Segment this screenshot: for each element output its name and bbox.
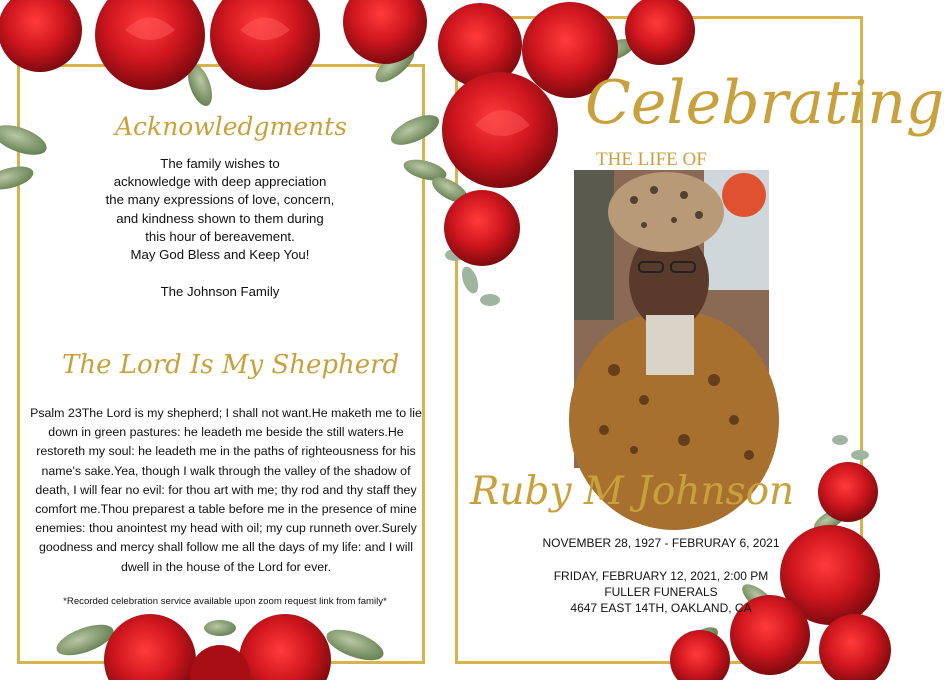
- the-life-of-label: THE LIFE OF: [596, 149, 707, 170]
- acknowledgments-text: [90, 155, 350, 264]
- ack-line-4: and kindness shown to them during: [116, 210, 324, 226]
- service-time: FRIDAY, FEBRUARY 12, 2021, 2:00 PM: [553, 569, 769, 583]
- venue-address: 4647 EAST 14TH, OAKLAND, CA: [570, 601, 752, 615]
- ack-line-1: The family wishes to: [160, 156, 280, 171]
- ack-line-3: the many expressions of love, concern,: [105, 192, 335, 208]
- psalm-text: Psalm 23The Lord is my shepherd; I shall not want.He maketh me to lie down in green pastures: he leadeth me beside the still waters.He restoreth my soul: he leadeth me in the paths of righteousness for his name's sake.Yea, though I walk through the valley of the shadow of death, I will fear no evil: for thou art with me; thy rod and thy staff they comfort me.Thou preparest a table before me in the presence of mine enemies: thou anointest my head with oil; my cup runneth over.Surely goodness and mercy shall follow me all the days of my life: and I will dwell in the house of the Lord for ever.: [30, 406, 422, 574]
- life-dates: NOVEMBER 28, 1927 - FEBRURAY 6, 2021: [542, 536, 780, 550]
- zoom-note: *Recorded celebration service available upon zoom request link from family*: [63, 596, 387, 607]
- acknowledgments-title: Acknowledgments: [115, 112, 348, 141]
- deceased-name: Ruby M Johnson: [470, 469, 795, 514]
- venue-name: FULLER FUNERALS: [604, 585, 718, 599]
- ack-line-5: this hour of bereavement.: [145, 228, 295, 244]
- ack-line-6: May God Bless and Keep You!: [130, 247, 310, 263]
- rose-cluster-top-left: [0, 0, 427, 90]
- family-signature: The Johnson Family: [160, 284, 280, 299]
- rose-cluster-bottom-left: [53, 614, 388, 680]
- psalm-title: The Lord Is My Shepherd: [62, 350, 400, 380]
- portrait-photo: [574, 170, 769, 468]
- ack-line-2: acknowledge with deep appreciation: [113, 174, 327, 190]
- celebrating-title: Celebrating: [585, 68, 944, 138]
